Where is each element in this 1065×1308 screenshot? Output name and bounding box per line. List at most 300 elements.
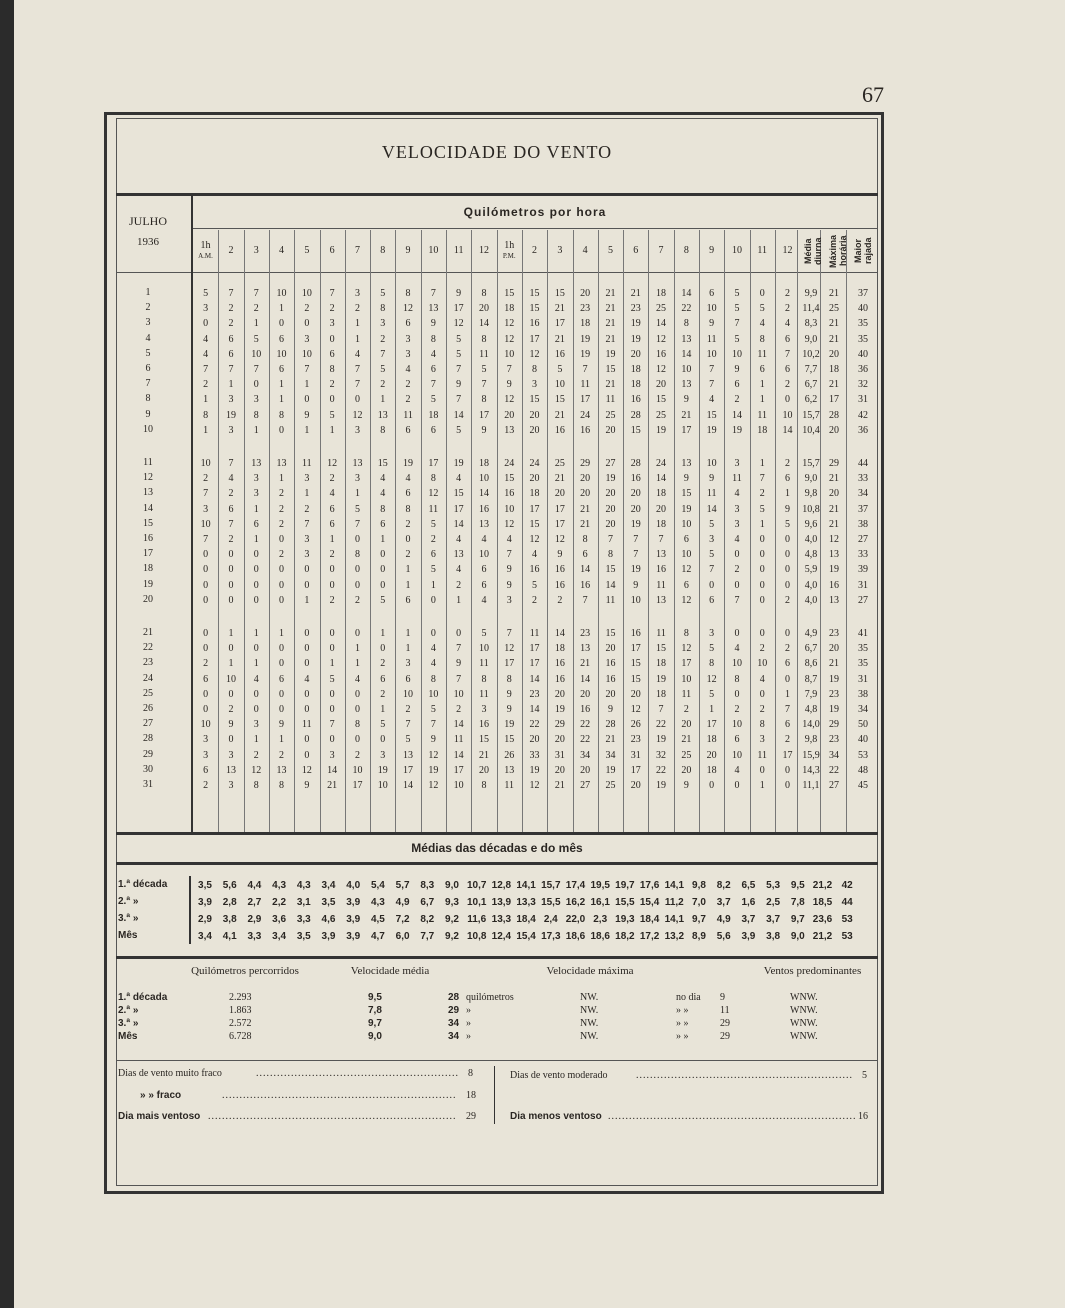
table-cell: 0 [354,534,360,545]
table-cell: 5 [709,549,715,561]
table-cell: 18 [656,518,667,530]
table-cell: 0 [304,704,310,715]
table-cell: 1 [253,503,259,515]
table-cell: 29 [580,458,591,469]
table-cell: 4 [405,473,411,485]
table-cell: 7 [734,594,740,606]
table-cell: 5 [481,628,487,639]
means-cell: 3,8 [766,931,781,942]
table-cell: 21 [829,379,839,391]
table-cell: 7 [354,364,360,375]
table-cell: 20 [706,749,717,761]
table-cell: 16 [829,579,839,591]
summary-header-vmax: Velocidade máxima [546,965,634,977]
means-cell: 12,8 [491,880,512,891]
table-cell: 0 [304,564,310,576]
means-cell: 15,4 [516,931,536,942]
means-divider [189,876,191,944]
table-cell: 5 [430,518,436,530]
table-cell: 9 [228,719,234,731]
table-cell: 4 [506,534,512,545]
table-cell: 0 [304,688,310,700]
table-cell: 7 [633,549,639,561]
table-cell: 17 [453,764,464,776]
table-cell: 5 [734,288,740,299]
table-cell: 28 [630,458,641,469]
table-cell: 5 [329,673,335,685]
summary-km: 1.863 [229,1005,252,1016]
table-cell: 0 [228,564,234,576]
table-cell: 1 [253,424,259,436]
table-cell: 2 [354,749,360,761]
table-cell: 0 [253,643,259,655]
table-cell: 26 [630,719,641,731]
table-cell: 13 [276,458,287,469]
table-cell: 4 [734,488,740,500]
table-cell: 4,0 [804,534,818,545]
means-cell: 22,0 [565,914,586,925]
summary-max: 34 [448,1031,460,1042]
table-cell: 7 [253,288,259,299]
table-cell: 7 [582,364,588,375]
table-cell: 0 [279,318,285,330]
table-cell: 36 [858,424,868,436]
table-cell: 20 [580,488,591,500]
table-cell: 15 [706,409,717,421]
table-cell: 11 [757,348,768,360]
table-cell: 50 [858,719,868,731]
table-cell: 10 [352,764,363,776]
leader-dots: .......................................................... [256,1068,459,1079]
table-cell: 17 [554,503,565,515]
table-cell: 2 [380,688,386,700]
table-cell: 8 [481,394,487,406]
table-cell: 5 [557,364,563,375]
table-cell: 19 [529,764,540,776]
table-cell: 11 [504,780,515,791]
table-cell: 11 [479,348,489,360]
table-cell: 3 [405,348,411,360]
means-cell: 4,9 [716,914,731,925]
table-cell: 11 [605,594,616,606]
table-cell: 12 [504,643,515,655]
summary-day: 29 [720,1018,730,1029]
means-cell: 15,7 [541,880,561,891]
table-cell: 6 [203,673,209,685]
table-cell: 7 [607,534,613,545]
means-cell: 13,9 [491,897,512,908]
means-cell: 3,9 [346,914,361,925]
table-cell: 15 [504,734,515,746]
table-cell: 20 [829,488,839,500]
day-label: 20 [143,593,153,605]
table-cell: 20 [504,409,515,421]
means-cell: 10,7 [466,880,487,891]
table-cell: 2 [759,643,765,655]
means-cell: 3,9 [741,931,756,942]
table-cell: 0 [304,734,310,746]
day-label: 4 [145,332,151,344]
table-cell: 8 [405,288,411,299]
means-cell: 3,3 [247,931,262,942]
table-cell: 3 [354,473,360,485]
table-cell: 15 [630,673,641,685]
table-cell: 14 [327,764,338,776]
table-cell: 3 [203,749,209,761]
table-cell: 11 [732,473,742,485]
table-cell: 6,7 [804,379,818,391]
hour-header-pm-sub: P.M. [502,252,516,260]
table-cell: 7 [709,364,715,375]
footer-moderate-label: Dias de vento moderado [510,1070,608,1081]
means-cell: 53 [841,914,853,925]
table-cell: 13 [428,303,439,315]
table-cell: 4 [228,473,234,485]
table-cell: 17 [681,658,692,670]
summary-day: 11 [720,1005,730,1016]
table-cell: 8 [354,719,360,731]
table-cell: 20 [829,424,839,436]
table-cell: 0 [304,628,310,639]
table-cell: 1 [228,379,234,391]
summary-top-rule [116,956,878,959]
table-cell: 16 [554,564,565,576]
table-cell: 17 [529,658,540,670]
table-cell: 20 [630,348,641,360]
summary-unit: quilómetros [466,992,514,1003]
table-cell: 21 [630,288,641,299]
table-cell: 2 [759,488,765,500]
table-cell: 14 [605,579,616,591]
table-cell: 1 [304,379,310,391]
table-cell: 8 [279,780,285,791]
table-cell: 19 [377,764,388,776]
table-cell: 9 [304,780,310,791]
table-cell: 9 [506,704,512,715]
means-cell: 3,4 [321,880,336,891]
table-cell: 19 [706,424,717,436]
table-cell: 17 [403,764,414,776]
summary-direction: NW. [580,1031,599,1042]
table-cell: 20 [478,764,489,776]
table-cell: 2 [405,549,411,561]
table-cell: 2 [329,303,335,315]
table-cell: 20 [554,488,565,500]
table-cell: 11 [453,734,464,746]
table-cell: 13 [352,458,363,469]
table-cell: 0 [734,688,740,700]
table-cell: 12 [681,594,692,606]
table-cell: 14 [403,780,414,791]
table-cell: 0 [354,734,360,746]
hour-header: 2 [532,245,538,256]
table-cell: 7 [228,364,234,375]
summary-direction: NW. [580,1018,599,1029]
table-cell: 17 [706,719,717,731]
table-cell: 16 [580,704,591,715]
day-label: 15 [143,517,153,529]
table-cell: 11 [681,688,692,700]
table-cell: 15 [529,288,540,299]
table-cell: 2 [380,333,386,345]
table-cell: 3 [203,503,209,515]
table-cell: 4 [734,643,740,655]
table-cell: 15 [656,394,667,406]
leader-dots: ................................................................... [222,1090,457,1101]
table-cell: 17 [554,518,565,530]
summary-km: 2.572 [229,1018,252,1029]
table-cell: 22 [580,719,591,731]
table-cell: 0 [203,579,209,591]
table-cell: 12 [656,333,667,345]
table-cell: 7 [430,719,436,731]
table-cell: 12 [504,318,515,330]
table-cell: 8 [481,333,487,345]
table-cell: 12 [681,643,692,655]
hour-header-am-sub: A.M. [198,252,213,260]
table-cell: 8 [354,549,360,561]
table-cell: 24 [580,409,591,421]
table-cell: 2 [405,379,411,391]
table-cell: 14 [453,749,464,761]
table-cell: 17 [352,780,363,791]
table-cell: 15 [605,628,616,639]
means-cell: 7,8 [790,897,805,908]
table-cell: 15,9 [802,749,820,761]
table-cell: 0 [304,749,310,761]
table-cell: 34 [858,704,868,715]
table-cell: 31 [858,394,868,406]
table-cell: 16 [554,424,565,436]
table-cell: 7 [785,704,791,715]
table-cell: 14 [656,473,667,485]
table-cell: 0 [329,734,335,746]
table-cell: 8 [253,780,259,791]
table-cell: 2 [228,534,234,545]
table-cell: 8 [380,424,386,436]
table-cell: 8 [759,719,765,731]
page-number: 67 [862,82,884,107]
table-cell: 1 [228,658,234,670]
table-cell: 12 [681,564,692,576]
table-cell: 1 [279,628,285,639]
table-cell: 19 [225,409,236,421]
table-cell: 3 [253,394,259,406]
table-cell: 2 [456,704,462,715]
means-cell: 5,7 [395,880,410,891]
table-cell: 3 [253,473,259,485]
table-cell: 0 [380,579,386,591]
means-cell: 3,5 [296,931,311,942]
table-cell: 10 [554,379,565,391]
table-cell: 0 [203,688,209,700]
table-cell: 40 [858,303,868,315]
table-cell: 2 [279,749,285,761]
table-cell: 2 [228,318,234,330]
table-cell: 16 [656,564,667,576]
table-cell: 7 [380,348,386,360]
table-cell: 13 [829,549,839,561]
table-cell: 36 [858,364,868,375]
table-cell: 1 [380,704,386,715]
table-cell: 1 [785,688,791,700]
means-cell: 8,3 [420,880,435,891]
table-cell: 10,2 [802,348,820,360]
hour-header: 12 [478,245,489,256]
table-cell: 0 [203,704,209,715]
table-cell: 3 [354,424,360,436]
table-cell: 4 [405,364,411,375]
table-cell: 20 [580,473,591,485]
table-cell: 2 [279,488,285,500]
table-cell: 1 [253,534,259,545]
table-cell: 3 [405,333,411,345]
table-cell: 21 [554,333,565,345]
table-cell: 0 [430,628,436,639]
table-cell: 12 [656,364,667,375]
table-cell: 28 [630,409,641,421]
table-cell: 0 [785,534,791,545]
day-label: 11 [143,457,153,468]
table-cell: 0 [734,579,740,591]
table-cell: 11 [706,488,717,500]
table-cell: 10 [377,780,388,791]
table-cell: 21 [829,503,839,515]
table-cell: 16 [478,503,489,515]
table-cell: 3 [228,780,234,791]
table-cell: 2 [203,658,209,670]
table-cell: 1 [405,564,411,576]
table-cell: 9 [456,288,462,299]
hour-header: 5 [607,245,613,256]
means-cell: 4,6 [321,914,336,925]
table-cell: 32 [656,749,667,761]
table-cell: 10 [782,409,793,421]
table-cell: 16 [529,318,540,330]
table-cell: 2 [785,643,791,655]
table-cell: 14 [681,348,692,360]
table-cell: 2 [785,303,791,315]
table-cell: 8 [734,673,740,685]
hour-header: 11 [757,245,768,256]
table-cell: 0 [279,579,285,591]
hour-header: 8 [683,245,689,256]
table-cell: 13 [403,749,414,761]
table-cell: 21 [829,288,839,299]
means-cell: 2,2 [272,897,287,908]
table-cell: 8,3 [804,318,818,330]
table-cell: 15,7 [802,458,820,469]
day-label: 27 [143,718,153,730]
table-cell: 17 [782,749,793,761]
summary-day-label: no dia [676,992,701,1003]
table-cell: 12 [504,333,515,345]
table-cell: 1 [405,643,411,655]
table-cell: 13 [225,764,236,776]
summary-unit: » [466,1005,471,1016]
table-cell: 4 [456,473,462,485]
table-cell: 4 [785,318,791,330]
table-cell: 10 [301,288,312,299]
table-cell: 18 [757,424,768,436]
footer-rule [116,1060,878,1061]
table-cell: 20 [681,764,692,776]
table-cell: 19 [829,704,839,715]
table-cell: 19 [554,704,565,715]
table-cell: 7 [304,518,310,530]
footer-moderate-value: 5 [862,1070,867,1081]
table-cell: 4 [734,764,740,776]
table-cell: 17 [554,318,565,330]
table-cell: 11 [479,658,489,670]
table-cell: 14,0 [802,719,820,731]
table-cell: 5 [380,364,386,375]
table-cell: 0 [279,643,285,655]
book-binding [0,0,14,1308]
table-cell: 0 [329,643,335,655]
table-cell: 4 [456,534,462,545]
table-cell: 15 [504,288,515,299]
means-row-label: 1.ª década [118,879,168,890]
table-cell: 20 [605,424,616,436]
table-cell: 19 [829,564,839,576]
means-cell: 4,4 [247,880,262,891]
means-cell: 2,4 [543,914,558,925]
table-cell: 12 [403,303,414,315]
table-cell: 44 [858,458,868,469]
table-cell: 1 [759,780,765,791]
day-label: 30 [143,763,153,775]
table-cell: 31 [554,749,565,761]
table-cell: 0 [279,688,285,700]
table-cell: 21 [829,473,839,485]
table-cell: 7 [633,534,639,545]
summary-day-label: » » [676,1031,689,1042]
table-cell: 0 [759,534,765,545]
table-cell: 15 [656,643,667,655]
table-cell: 34 [829,749,839,761]
table-cell: 4,9 [804,628,818,639]
table-cell: 20 [554,764,565,776]
means-cell: 4,3 [296,880,311,891]
means-cell: 6,5 [741,880,756,891]
footer-very-weak-label: Dias de vento muito fraco [118,1068,222,1079]
table-cell: 14 [453,719,464,731]
table-cell: 3 [481,704,487,715]
table-cell: 12 [829,534,839,545]
table-cell: 7 [785,348,791,360]
summary-vm: 9,5 [368,992,382,1003]
means-cell: 11,6 [467,914,487,925]
table-cell: 20 [630,488,641,500]
header-rule [116,193,878,196]
table-cell: 1 [304,594,310,606]
summary-km: 6.728 [229,1031,252,1042]
table-cell: 8 [380,303,386,315]
table-cell: 10 [403,688,414,700]
table-cell: 10 [706,303,717,315]
table-cell: 13 [681,333,692,345]
table-cell: 10 [731,719,742,731]
table-cell: 7 [405,719,411,731]
table-cell: 8 [481,288,487,299]
table-cell: 4 [430,658,436,670]
means-cell: 9,8 [692,880,706,891]
table-cell: 2 [253,303,259,315]
table-cell: 21 [681,734,692,746]
table-cell: 32 [858,379,868,391]
hour-header: 7 [658,245,664,256]
